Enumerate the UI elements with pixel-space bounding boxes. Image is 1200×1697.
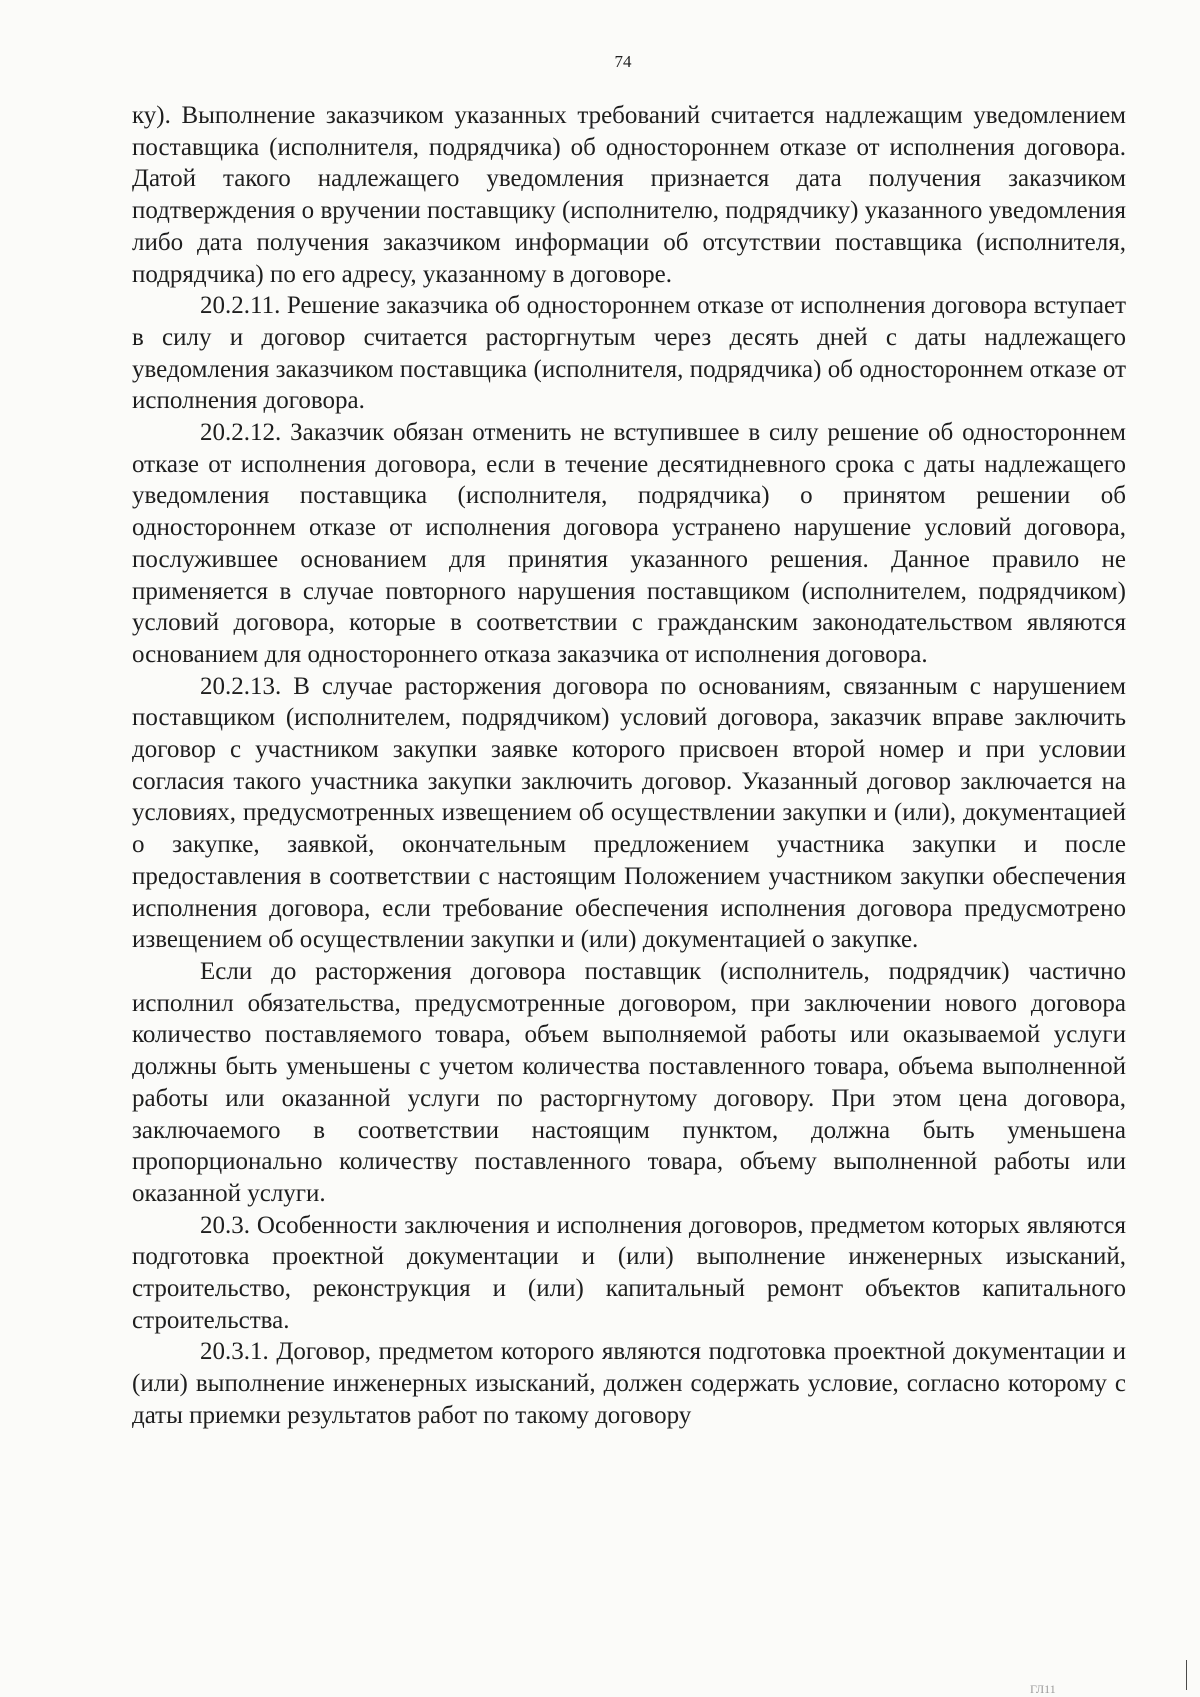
scan-edge-line [1186,1660,1187,1690]
paragraph-20-2-12: 20.2.12. Заказчик обязан отменить не вступившее в силу решение об одностороннем отказе от исполнения договора, если в течение десятидневного срока с даты надлежащего уведомления поставщика (исполнителя, подрядчика) о принятом решении об одностороннем отказе от исполнения договора устранено нарушение условий договора, послужившее основанием для принятия указанного решения. Данное правило не применяется в случае повторного нарушения поставщиком (исполнителем, подрядчиком) условий договора, которые в соответствии с гражданским законодательством являются основанием для одностороннего отказа заказчика от исполнения договора. [132,419,1126,668]
paragraph-partial-performance: Если до расторжения договора поставщик (исполнитель, подрядчик) частично исполнил обязательства, предусмотренные договором, при заключении нового договора количество поставляемого товара, объем выполняемой работы или оказываемой услуги должны быть уменьшены с учетом количества поставленного товара, объема выполненной работы или оказанной услуги по расторгнутому договору. При этом цена договора, заключаемого в соответствии настоящим пунктом, должна быть уменьшена пропорционально количеству поставленного товара, объему выполненной работы или оказанной услуги. [132,957,1126,1207]
paragraph-20-3: 20.3. Особенности заключения и исполнения договоров, предметом которых являются подготовка проектной документации и (или) выполнение инженерных изысканий, строительство, реконструкция и (или) капитальный ремонт объектов капитального строительства. [132,1211,1126,1334]
paragraph-continuation: ку). Выполнение заказчиком указанных требований считается надлежащим уведомлением поставщика (исполнителя, подрядчика) об одностороннем отказе от исполнения договора. Датой такого надлежащего уведомления признается дата получения заказчиком подтверждения о вручении поставщику (исполнителю, подрядчику) указанного уведомления либо дата получения заказчиком информации об отсутствии поставщика (исполнителя, подрядчика) по его адресу, указанному в договоре. [132,102,1126,288]
page-number: 74 [614,52,632,71]
paragraph-20-2-13: 20.2.13. В случае расторжения договора по основаниям, связанным с нарушением поставщиком (исполнителем, подрядчиком) условий договора, заказчик вправе заключить договор с участником закупки заявке которого присвоен второй номер и при условии согласия такого участника закупки заключить договор. Указанный договор заключается на условиях, предусмотренных извещением об осуществлении закупки и (или), документацией о закупке, заявкой, окончательным предложением участника закупки и после предоставления в соответствии с настоящим Положением участником закупки обеспечения исполнения договора, если требование обеспечения исполнения договора предусмотрено извещением об осуществлении закупки и (или) документацией о закупке. [132,672,1126,954]
document-body [132,100,1126,1432]
paragraph-20-2-11: 20.2.11. Решение заказчика об одностороннем отказе от исполнения договора вступает в силу и договор считается расторгнутым через десять дней с даты надлежащего уведомления заказчиком поставщика (исполнителя, подрядчика) об одностороннем отказе от исполнения договора. [132,292,1126,415]
footer-scan-mark: ГЛ11 [1030,1682,1056,1696]
paragraph-20-3-1: 20.3.1. Договор, предметом которого являются подготовка проектной документации и (или) выполнение инженерных изысканий, должен содержать условие, согласно которому с даты приемки результатов работ по такому договору [132,1338,1126,1429]
